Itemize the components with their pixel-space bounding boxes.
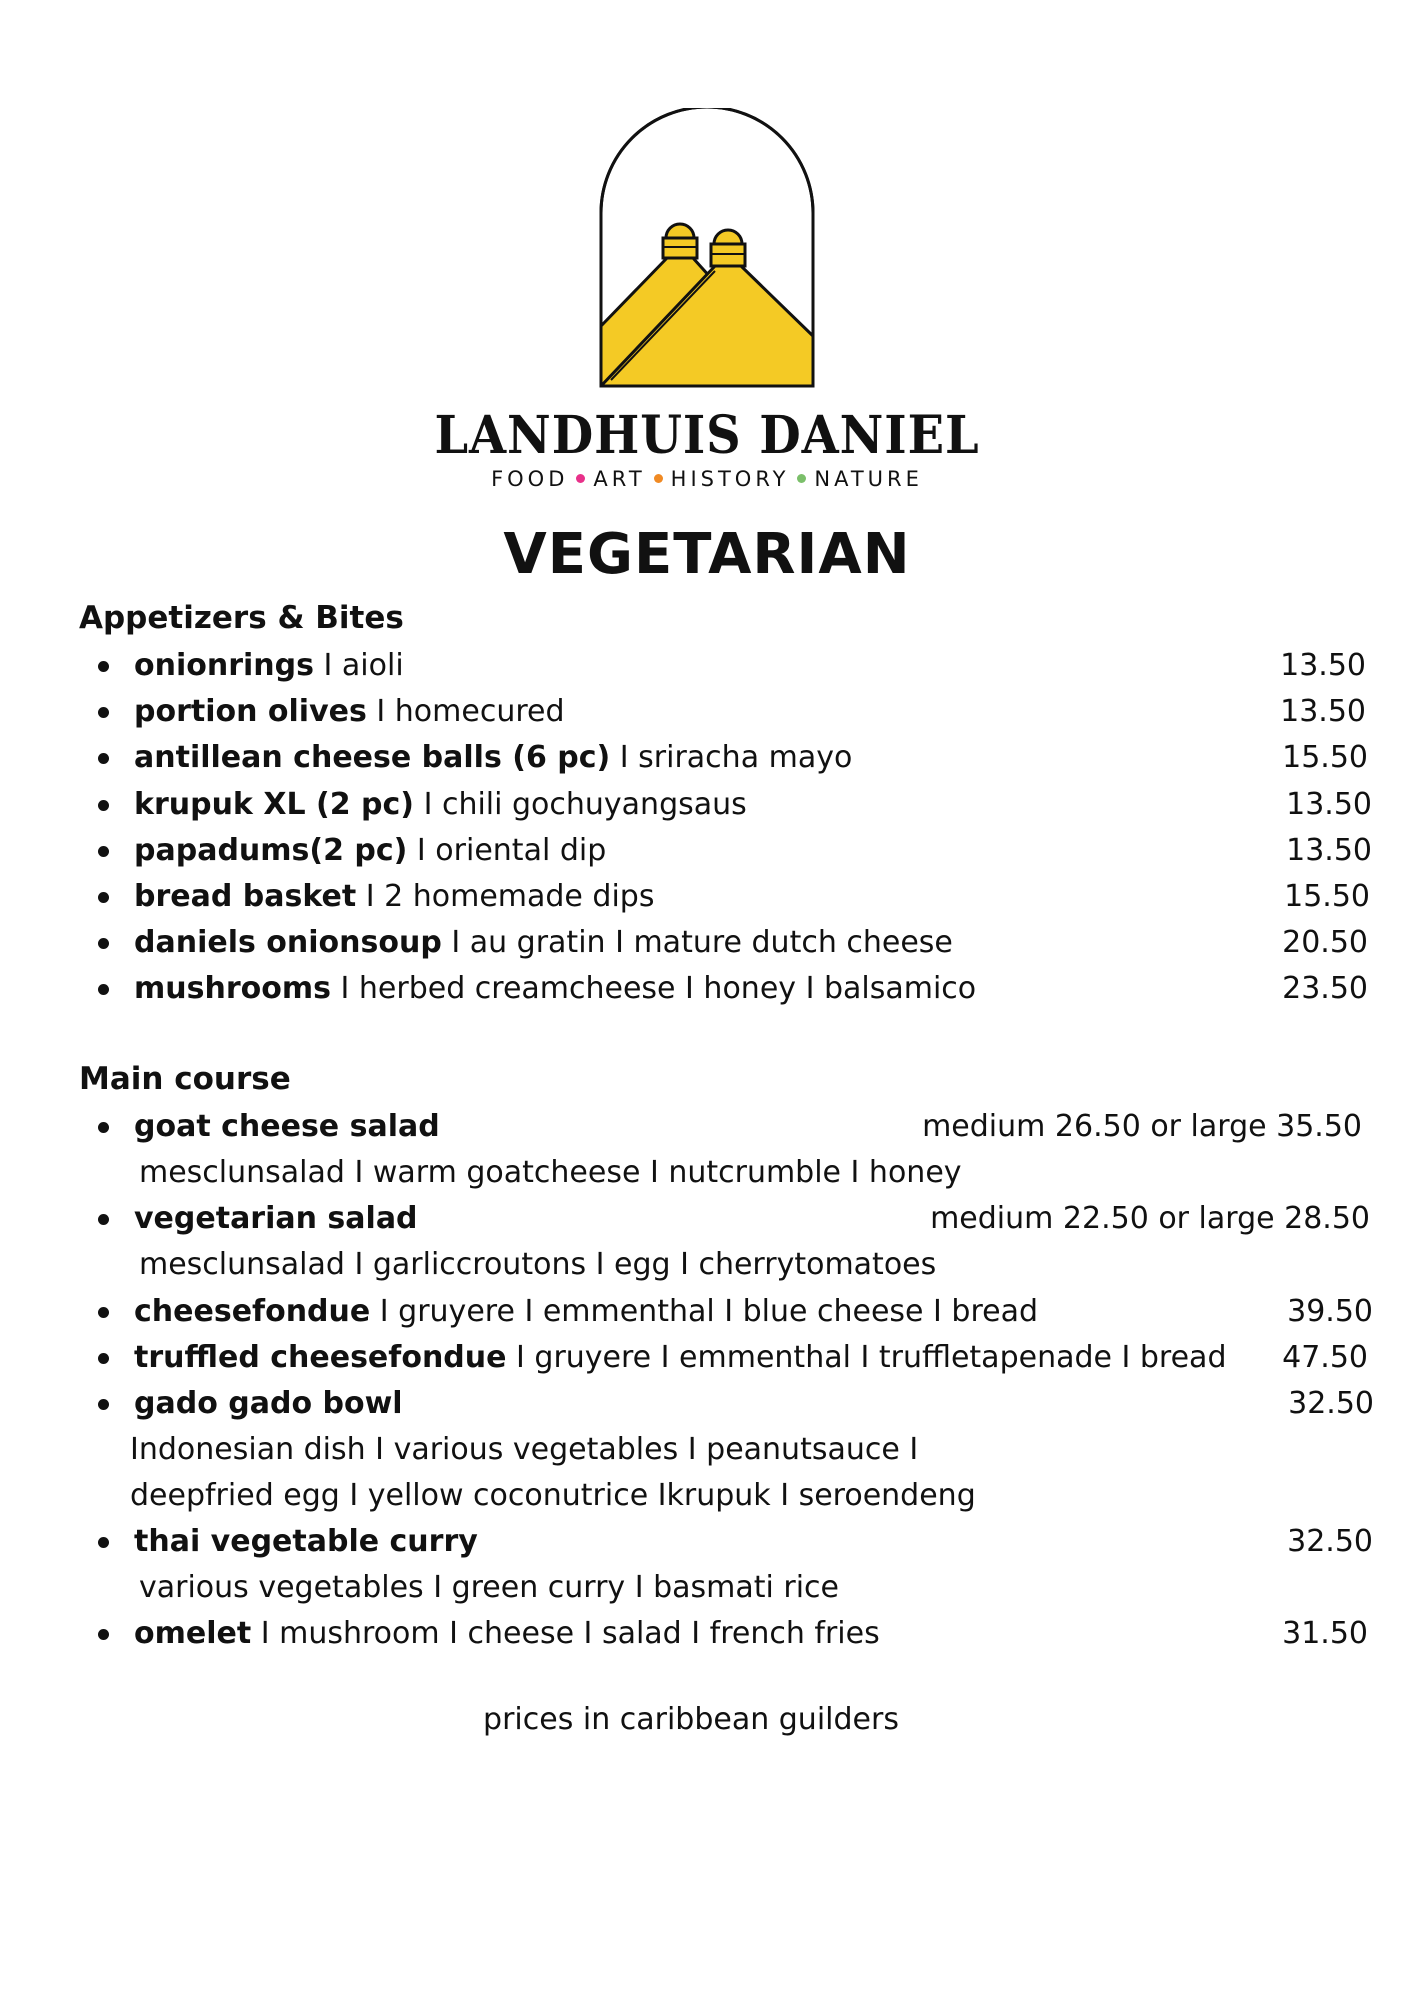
item-name: omelet (134, 1616, 252, 1651)
bullet-icon (98, 846, 109, 857)
item-price: 15.50 (1282, 740, 1368, 775)
green-dot-icon (797, 474, 806, 483)
landhuis-roof-arch-logo-icon (597, 108, 817, 388)
item-name: antillean cheese balls (6 pc) (134, 740, 611, 775)
item-description: I au gratin I mature dutch cheese (441, 925, 953, 960)
item-price: medium 22.50 or large 28.50 (930, 1201, 1370, 1236)
menu-item (98, 646, 1366, 686)
bullet-icon (98, 707, 109, 718)
item-description: I mushroom I cheese I salad I french fries (251, 1616, 880, 1651)
item-description: I sriracha mayo (610, 740, 853, 775)
item-description: deepfried egg I yellow coconutrice Ikrupuk I seroendeng (130, 1478, 976, 1513)
bullet-icon (98, 1399, 109, 1410)
item-price: 32.50 (1288, 1386, 1374, 1421)
section-heading-main-course: Main course (79, 1061, 291, 1097)
item-price: 13.50 (1280, 694, 1366, 729)
item-price: medium 26.50 or large 35.50 (922, 1109, 1362, 1144)
footer-note: prices in caribbean guilders (483, 1702, 899, 1737)
bullet-icon (98, 1214, 109, 1225)
item-name: gado gado bowl (134, 1386, 403, 1421)
menu-item (98, 877, 1370, 917)
item-description: Indonesian dish I various vegetables I peanutsauce I (130, 1432, 919, 1467)
menu-item (98, 692, 1366, 732)
bullet-icon (98, 753, 109, 764)
item-description: I 2 homemade dips (356, 879, 655, 914)
menu-title: VEGETARIAN (503, 522, 911, 587)
item-description: various vegetables I green curry I basmati rice (139, 1570, 840, 1605)
bullet-icon (98, 938, 109, 949)
bullet-icon (98, 1307, 109, 1318)
tagline-art: ART (593, 467, 646, 491)
tagline-nature: NATURE (814, 467, 923, 491)
item-price: 13.50 (1286, 787, 1372, 822)
menu-item (98, 1107, 1362, 1147)
item-description: I oriental dip (407, 833, 607, 868)
bullet-icon (98, 1122, 109, 1133)
item-description: I chili gochuyangsaus (414, 787, 747, 822)
brand-logo (0, 108, 1414, 492)
item-name: daniels onionsoup (134, 925, 442, 960)
item-price: 31.50 (1282, 1616, 1368, 1651)
item-description: I gruyere I emmenthal I blue cheese I bread (370, 1294, 1039, 1329)
tagline-food: FOOD (491, 467, 569, 491)
pink-dot-icon (576, 474, 585, 483)
item-name: vegetarian salad (134, 1201, 418, 1236)
bullet-icon (98, 661, 109, 672)
menu-item (98, 785, 1372, 825)
bullet-icon (98, 1353, 109, 1364)
bullet-icon (98, 800, 109, 811)
menu-item (98, 1614, 1368, 1654)
item-price: 13.50 (1286, 833, 1372, 868)
item-description: I herbed creamcheese I honey I balsamico (330, 971, 977, 1006)
item-name: onionrings (134, 648, 314, 683)
item-name: goat cheese salad (134, 1109, 440, 1144)
item-description: I gruyere I emmenthal I truffletapenade I bread (506, 1340, 1227, 1375)
bullet-icon (98, 1537, 109, 1548)
item-name: thai vegetable curry (134, 1524, 478, 1559)
brand-name: LANDHUIS DANIEL (434, 405, 980, 466)
item-name: portion olives (134, 694, 367, 729)
menu-item (98, 831, 1372, 871)
item-price: 13.50 (1280, 648, 1366, 683)
item-description: I aioli (314, 648, 404, 683)
menu-item (98, 1338, 1368, 1378)
bullet-icon (98, 1629, 109, 1640)
menu-item (98, 738, 1368, 778)
menu-item (98, 1199, 1370, 1239)
section-heading-appetizers: Appetizers & Bites (79, 600, 404, 636)
menu-item (98, 1522, 1373, 1562)
brand-tagline (0, 466, 1414, 492)
item-price: 39.50 (1287, 1294, 1373, 1329)
item-price: 47.50 (1282, 1340, 1368, 1375)
bullet-icon (98, 984, 109, 995)
item-description: mesclunsalad I garliccroutons I egg I cherrytomatoes (139, 1247, 937, 1282)
menu-item (98, 969, 1368, 1009)
item-price: 15.50 (1284, 879, 1370, 914)
item-price: 32.50 (1287, 1524, 1373, 1559)
menu-item (98, 1384, 1374, 1424)
item-name: cheesefondue (134, 1294, 371, 1329)
item-name: krupuk XL (2 pc) (134, 787, 415, 822)
orange-dot-icon (654, 474, 663, 483)
menu-item (98, 923, 1368, 963)
item-price: 20.50 (1282, 925, 1368, 960)
item-description: I homecured (366, 694, 565, 729)
menu-item (98, 1292, 1373, 1332)
tagline-history: HISTORY (670, 467, 790, 491)
item-name: papadums(2 pc) (134, 833, 408, 868)
item-name: truffled cheesefondue (134, 1340, 507, 1375)
bullet-icon (98, 892, 109, 903)
item-name: bread basket (134, 879, 357, 914)
item-price: 23.50 (1282, 971, 1368, 1006)
item-name: mushrooms (134, 971, 331, 1006)
item-description: mesclunsalad I warm goatcheese I nutcrumble I honey (139, 1155, 962, 1190)
